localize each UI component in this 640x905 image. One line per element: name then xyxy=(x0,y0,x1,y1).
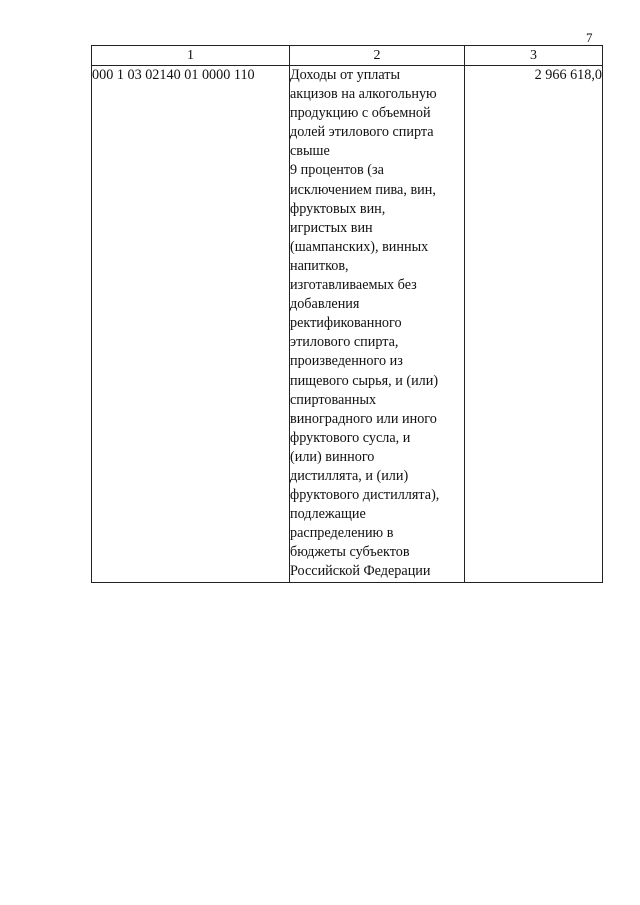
description-line: бюджеты субъектов xyxy=(290,544,410,561)
description-line: ректификованного xyxy=(290,315,402,332)
description-line: спиртованных xyxy=(290,391,377,408)
description-line: фруктового сусла, и xyxy=(290,429,411,446)
description-line: фруктового дистиллята), xyxy=(290,487,440,504)
income-description xyxy=(290,66,465,583)
description-line: продукцию с объемной xyxy=(290,105,431,122)
table-row xyxy=(92,66,603,583)
description-line: пищевого сырья, и (или) xyxy=(290,372,439,389)
description-line: изготавливаемых без xyxy=(290,277,417,294)
description-line: игристых вин xyxy=(290,219,373,236)
description-line: свыше xyxy=(290,143,330,160)
page-number: 7 xyxy=(586,30,593,45)
column-header-3: 3 xyxy=(465,46,603,66)
description-line: напитков, xyxy=(290,257,349,274)
amount-value: 2 966 618,0 xyxy=(465,66,603,583)
description-line: (или) винного xyxy=(290,448,375,465)
description-line: 9 процентов (за xyxy=(290,162,384,179)
description-line: добавления xyxy=(290,296,360,313)
header-row xyxy=(92,46,603,66)
description-line: виноградного или иного xyxy=(290,410,437,427)
budget-table xyxy=(91,45,603,583)
column-header-1: 1 xyxy=(92,46,290,66)
description-line: акцизов на алкогольную xyxy=(290,86,437,103)
description-line: произведенного из xyxy=(290,353,403,370)
description-line: подлежащие xyxy=(290,506,366,523)
description-line: долей этилового спирта xyxy=(290,124,434,141)
description-line: этилового спирта, xyxy=(290,334,399,351)
description-line: (шампанских), винных xyxy=(290,238,429,255)
description-line: фруктовых вин, xyxy=(290,200,386,217)
column-header-2: 2 xyxy=(290,46,465,66)
classification-code: 000 1 03 02140 01 0000 110 xyxy=(92,66,290,583)
description-line: исключением пива, вин, xyxy=(290,181,436,198)
description-line: дистиллята, и (или) xyxy=(290,467,409,484)
description-line: Российской Федерации xyxy=(290,563,431,580)
description-line: Доходы от уплаты xyxy=(290,67,401,83)
description-line: распределению в xyxy=(290,525,394,542)
